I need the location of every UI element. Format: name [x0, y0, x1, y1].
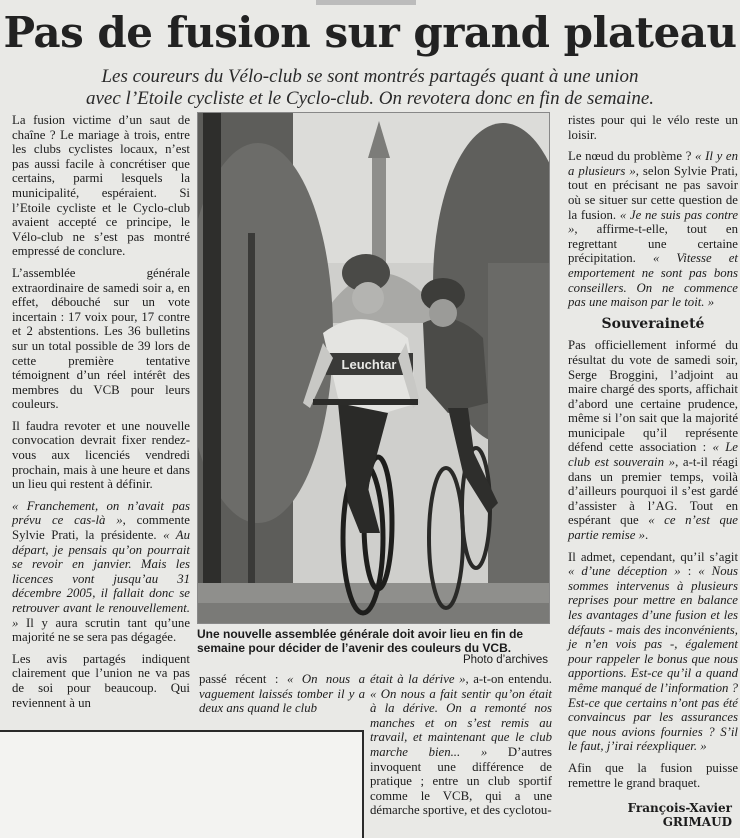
- text: , a-t-on entendu.: [465, 672, 552, 686]
- subheading: Souveraineté: [601, 315, 705, 332]
- text: :: [680, 564, 699, 579]
- text: Il y aura scrutin tant qu’une majorité ne se sera pas dégagée.: [12, 615, 190, 645]
- quote: « Vitesse et emportement ne sont pas bons conseillers. On ne commence pas une maison par le toit. »: [568, 251, 738, 310]
- column-4: [568, 113, 738, 797]
- quote: « On nous a fait sentir qu’on était à la dérive. On a remonté nos manches et on s’est remis au travail, et maintenant que le club marche bien... »: [370, 686, 552, 759]
- text: , commente Sylvie Prati, la présidente.: [12, 513, 190, 543]
- paragraph: [568, 149, 738, 310]
- text: , a-t-il réagi dans un premier temps, voilà d’ailleurs pourquoi il s’est gardé d’assister à l’AG. Tout en espérant que: [568, 455, 738, 528]
- quote: « d’une déception »: [568, 564, 681, 579]
- text: Le nœud du problème ?: [568, 149, 696, 164]
- byline: [628, 801, 732, 829]
- text: passé récent :: [199, 672, 287, 686]
- deck: [0, 66, 740, 110]
- paragraph: [199, 672, 365, 716]
- cyclists-illustration: [198, 113, 549, 623]
- text: .: [645, 528, 649, 543]
- cyclists-photo: [197, 112, 550, 624]
- paragraph: Il faudra revoter et une nouvelle convocation devrait fixer rendez-vous aux licenciés vendredi prochain, mais à une heure et dans un lieu qui restent à définir.: [12, 418, 190, 492]
- byline-last-name: GRIMAUD: [662, 815, 732, 829]
- blank-corner-area: [0, 730, 364, 838]
- headline: Pas de fusion sur grand plateau: [3, 8, 737, 57]
- paragraph: La fusion victime d’un saut de chaîne ? Le mariage à trois, entre les clubs cyclistes locaux, n’est pas aussi facile à concrétiser que certains, parmi lesquels la municipalité, espéraient. Si l’Etoile cycliste et le Cyclo-club avaient accepté ce principe, le Vélo-club ne s’est pas montré empressé de conclure.: [12, 113, 190, 259]
- text: , selon Sylvie Prati, tout en précisant ne pas savoir où se situer sur cette question de la fusion.: [568, 163, 738, 222]
- quote: « On nous a vaguement laissés tomber il y a deux ans quand le club: [199, 672, 365, 716]
- paragraph: L’assemblée générale extraordinaire de samedi soir a, en effet, débouché sur un vote incertain : 17 voix pour, 17 contre et 2 abstentions. Les 36 bulletins sur un total possible de 39 lors de cette première tentative témoignent d’un réel intérêt des membres du VCB pour leurs couleurs.: [12, 265, 190, 412]
- corner-rule-vertical: [362, 730, 364, 838]
- text: , affirme-t-elle, tout en regrettant une certaine précipitation.: [568, 222, 738, 266]
- text: D’autres invoquent une différence de pratique ; entre un club sportif comme le VCB, qui a une démarche sportive, et des cyclotou-: [370, 744, 552, 818]
- column-1: [12, 113, 190, 717]
- paragraph: [568, 550, 738, 754]
- quote: « ce n’est que partie remise »: [568, 513, 738, 543]
- quote: « Il y en a plusieurs »: [568, 149, 739, 178]
- deck-line-2: avec l’Etoile cycliste et le Cyclo-club. On revotera donc en fin de semaine.: [85, 88, 655, 109]
- byline-first-name: François-Xavier: [627, 801, 732, 815]
- page-tab-marker: [316, 0, 416, 5]
- paragraph: [370, 672, 552, 818]
- text: Pas officiellement informé du résultat du vote de samedi soir, Serge Broggini, l’adjoint au maire chargé des sports, affichait d’abord une certaine prudence, même si l’on sait que la majorité municipale qu’il représente défend cette association :: [568, 338, 738, 455]
- column-3: [370, 672, 552, 825]
- quote: « Le club est souverain »: [568, 440, 738, 470]
- paragraph: Afin que la fusion puisse remettre le grand braquet.: [568, 760, 738, 790]
- paragraph: [568, 338, 738, 542]
- jersey-lettering: Leuchtar: [341, 357, 397, 372]
- text: Il admet, cependant, qu’il s’agit: [568, 549, 738, 564]
- quote: était à la dérive »: [370, 672, 466, 686]
- paragraph: Les avis partagés indiquent clairement que l’union ne va pas de soi pour beaucoup. Qui reviennent à un: [12, 651, 190, 710]
- photo-credit: Photo d’archives: [462, 654, 548, 666]
- paragraph: ristes pour qui le vélo reste un loisir.: [568, 113, 738, 142]
- photo-caption: Une nouvelle assemblée générale doit avoir lieu en fin de semaine pour décider de l’avenir des couleurs du VCB.: [197, 627, 524, 655]
- paragraph-quote: [12, 499, 190, 645]
- column-2: [199, 672, 365, 723]
- quote: « Nous sommes intervenus à plusieurs reprises pour mettre en balance les avantages d’une fusion et les défauts - mais des inconvénients, je n’en vois pas -, également pour rappeler le bonus que nous apportions. Est-ce qu’il a quand même manqué de l’information ? Est-ce que certains n’ont pas été convaincus par les assurances que nous avions fournies ? S’il le faut, j’irai réexpliquer. »: [568, 564, 738, 754]
- quote: « Je ne suis pas contre »: [568, 207, 738, 237]
- quote: « Franchement, on n’avait pas prévu ce cas-là »: [12, 498, 190, 528]
- quote: « Au départ, je pensais qu’on pourrait se revoir en janvier. Mais les licences vont jusqu’au 31 décembre 2005, il fallait donc se retrouver avant le renouvellement. »: [12, 528, 190, 630]
- corner-rule-horizontal: [0, 730, 364, 732]
- deck-line-1: Les coureurs du Vélo-club se sont montrés partagés quant à une union: [101, 66, 639, 87]
